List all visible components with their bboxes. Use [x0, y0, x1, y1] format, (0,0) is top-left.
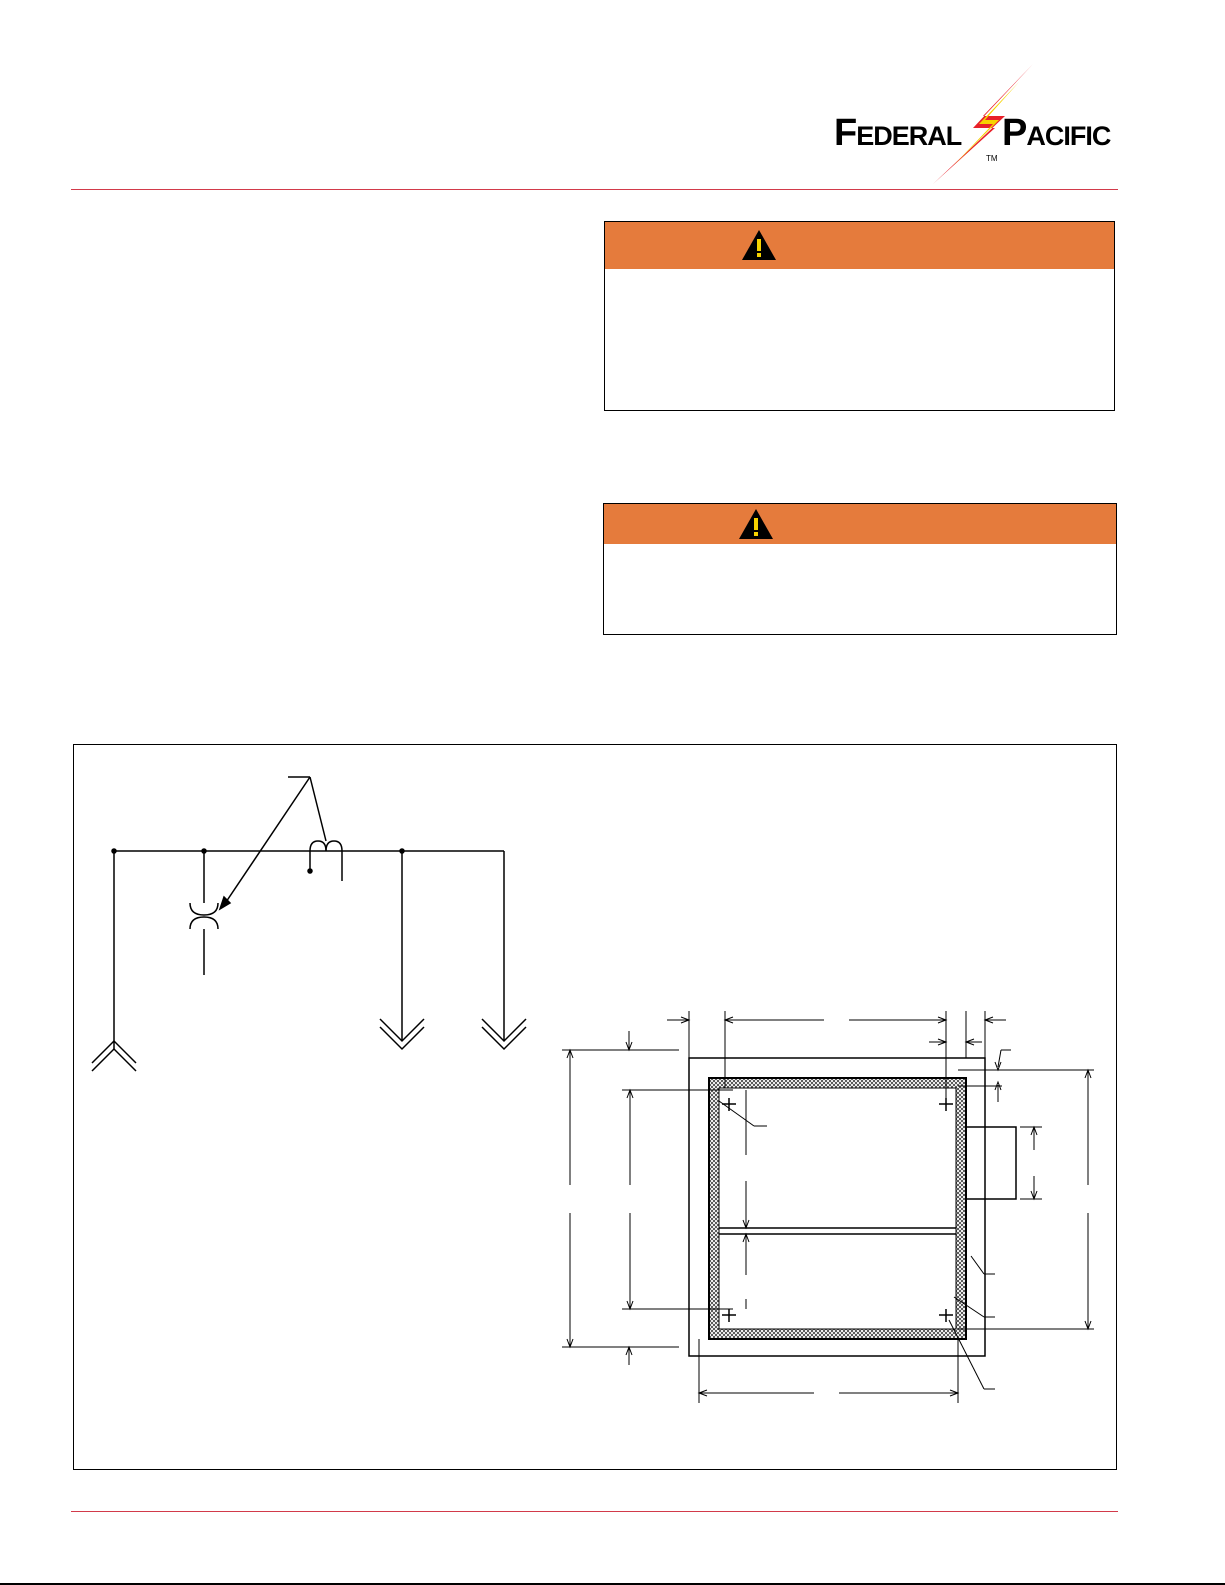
- one-line-diagram: [92, 777, 526, 1071]
- warning-triangle-icon: [738, 508, 774, 540]
- dimension-lines: [562, 1011, 1094, 1403]
- figure-drawing: [74, 745, 1116, 1469]
- warning-triangle-icon: [741, 229, 777, 261]
- header-rule: [71, 189, 1118, 190]
- brand-logo: [834, 62, 1119, 186]
- trademark-mark: TM: [986, 154, 998, 163]
- warning-box-2: [603, 503, 1117, 635]
- warning-header-bar: [604, 504, 1116, 544]
- footer-rule: [71, 1511, 1118, 1512]
- brand-logo-left-word: Federal: [834, 112, 962, 154]
- warning-header-bar: [605, 222, 1114, 269]
- brand-logo-right-word: Pacific: [1002, 112, 1111, 154]
- warning-box-1: [604, 221, 1115, 411]
- figure-frame: [73, 744, 1117, 1470]
- enclosure-drawing: [689, 1058, 1016, 1356]
- enclosure-wall-hatching: [710, 1079, 965, 1338]
